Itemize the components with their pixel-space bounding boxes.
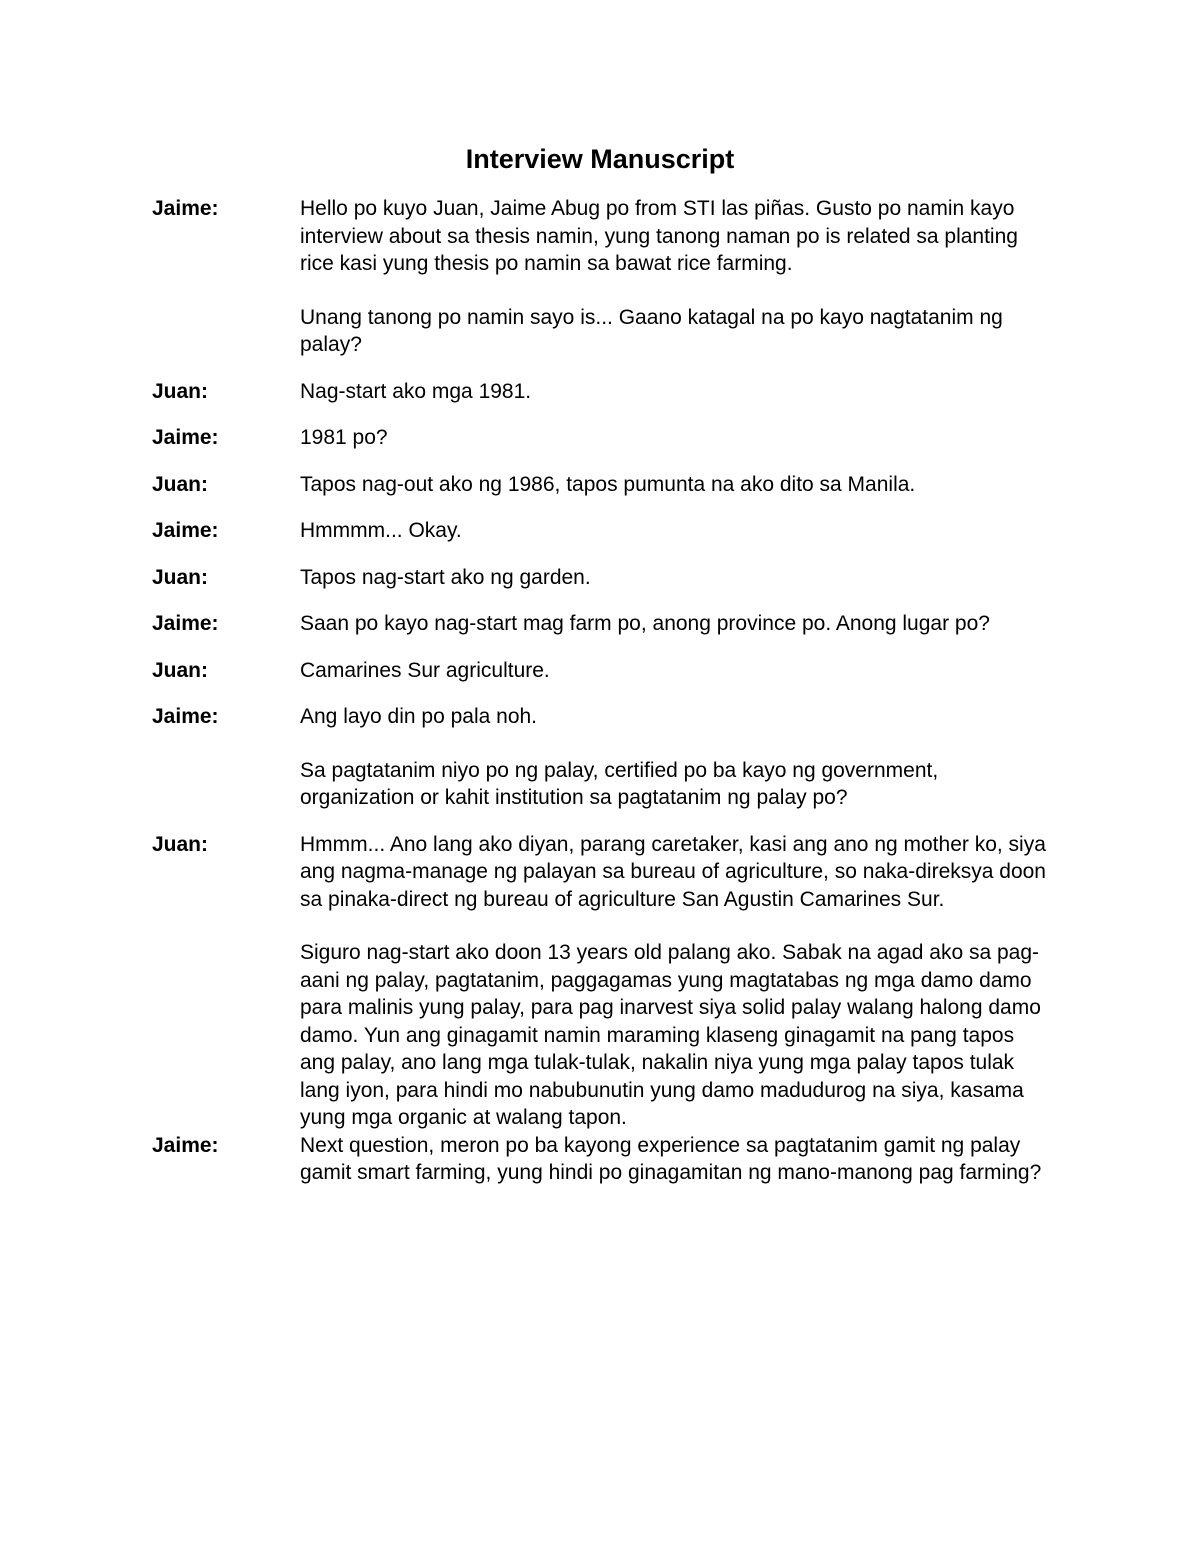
document-title: Interview Manuscript bbox=[465, 144, 735, 174]
speaker-text bbox=[300, 1132, 1052, 1187]
transcript-entry bbox=[152, 657, 1052, 685]
paragraph: Hello po kuyo Juan, Jaime Abug po from STI las piñas. Gusto po namin kayo interview about sa thesis namin, yung tanong naman po is related sa planting rice kasi yung thesis po namin sa bawat rice farming. bbox=[300, 197, 1018, 275]
paragraph: Next question, meron po ba kayong experience sa pagtatanim gamit ng palay gamit smart farming, yung hindi po ginagamitan ng mano-manong pag farming? bbox=[300, 1133, 1042, 1184]
paragraph: Nag-start ako mga 1981. bbox=[300, 379, 532, 403]
transcript-entry bbox=[152, 517, 1052, 545]
speaker-text bbox=[300, 564, 1052, 592]
paragraph: Hmmm... Ano lang ako diyan, parang caretaker, kasi ang ano ng mother ko, siya ang nagma-manage ng palayan sa bureau of agriculture, so naka-direksya doon sa pinaka-direct ng bureau of agriculture San Agustin Camarines Sur. bbox=[300, 832, 1046, 911]
speaker-text bbox=[300, 610, 1052, 638]
speaker-label: Jaime: bbox=[152, 519, 219, 542]
transcript-entry bbox=[152, 471, 1052, 499]
speaker-text bbox=[300, 703, 1052, 812]
paragraph: 1981 po? bbox=[300, 426, 388, 449]
speaker-label: Jaime: bbox=[152, 612, 219, 635]
speaker-text bbox=[300, 657, 1052, 685]
speaker-text bbox=[300, 195, 1052, 359]
speaker-label: Jaime: bbox=[152, 1133, 219, 1157]
transcript bbox=[152, 195, 1052, 1206]
transcript-entry bbox=[152, 424, 1052, 452]
transcript-entry bbox=[152, 703, 1052, 812]
speaker-label: Jaime: bbox=[152, 705, 219, 728]
paragraph: Hmmmm... Okay. bbox=[300, 519, 462, 542]
paragraph: Siguro nag-start ako doon 13 years old palang ako. Sabak na agad ako sa pag-aani ng palay, pagtatanim, paggagamas yung magtatabas ng mga damo damo para malinis yung palay, para pag inarvest siya solid palay walang halong damo damo. Yun ang ginagamit namin maraming klaseng ginagamit na pang tapos ang palay, ano lang mga tulak-tulak, nakalin niya yung mga palay tapos tulak lang iyon, para hindi mo nabubunutin yung damo madudurog na siya, kasama yung mga organic at walang tapon. bbox=[300, 941, 1041, 1129]
speaker-text bbox=[300, 831, 1052, 1132]
speaker-text bbox=[300, 378, 1052, 406]
speaker-label: Jaime: bbox=[152, 426, 219, 449]
transcript-entry bbox=[152, 564, 1052, 592]
paragraph: Sa pagtatanim niyo po ng palay, certified po ba kayo ng government, organization or kahit institution sa pagtatanim ng palay po? bbox=[300, 758, 939, 809]
paragraph: Camarines Sur agriculture. bbox=[300, 658, 550, 682]
speaker-label: Juan: bbox=[152, 832, 209, 856]
speaker-text bbox=[300, 471, 1052, 499]
speaker-label: Juan: bbox=[152, 379, 209, 403]
transcript-entry bbox=[152, 1132, 1052, 1187]
transcript-entry bbox=[152, 195, 1052, 359]
speaker-label: Juan: bbox=[152, 565, 209, 589]
speaker-text bbox=[300, 424, 1052, 452]
speaker-label: Jaime: bbox=[152, 197, 219, 220]
transcript-entry bbox=[152, 610, 1052, 638]
paragraph: Unang tanong po namin sayo is... Gaano katagal na po kayo nagtatanim ng palay? bbox=[300, 305, 1003, 356]
paragraph: Saan po kayo nag-start mag farm po, anong province po. Anong lugar po? bbox=[300, 612, 990, 635]
paragraph: Tapos nag-out ako ng 1986, tapos pumunta na ako dito sa Manila. bbox=[300, 472, 916, 496]
transcript-entry bbox=[152, 378, 1052, 406]
paragraph: Tapos nag-start ako ng garden. bbox=[300, 565, 591, 589]
paragraph: Ang layo din po pala noh. bbox=[300, 705, 538, 728]
transcript-entry bbox=[152, 831, 1052, 1132]
speaker-text bbox=[300, 517, 1052, 545]
speaker-label: Juan: bbox=[152, 658, 209, 682]
speaker-label: Juan: bbox=[152, 472, 209, 496]
